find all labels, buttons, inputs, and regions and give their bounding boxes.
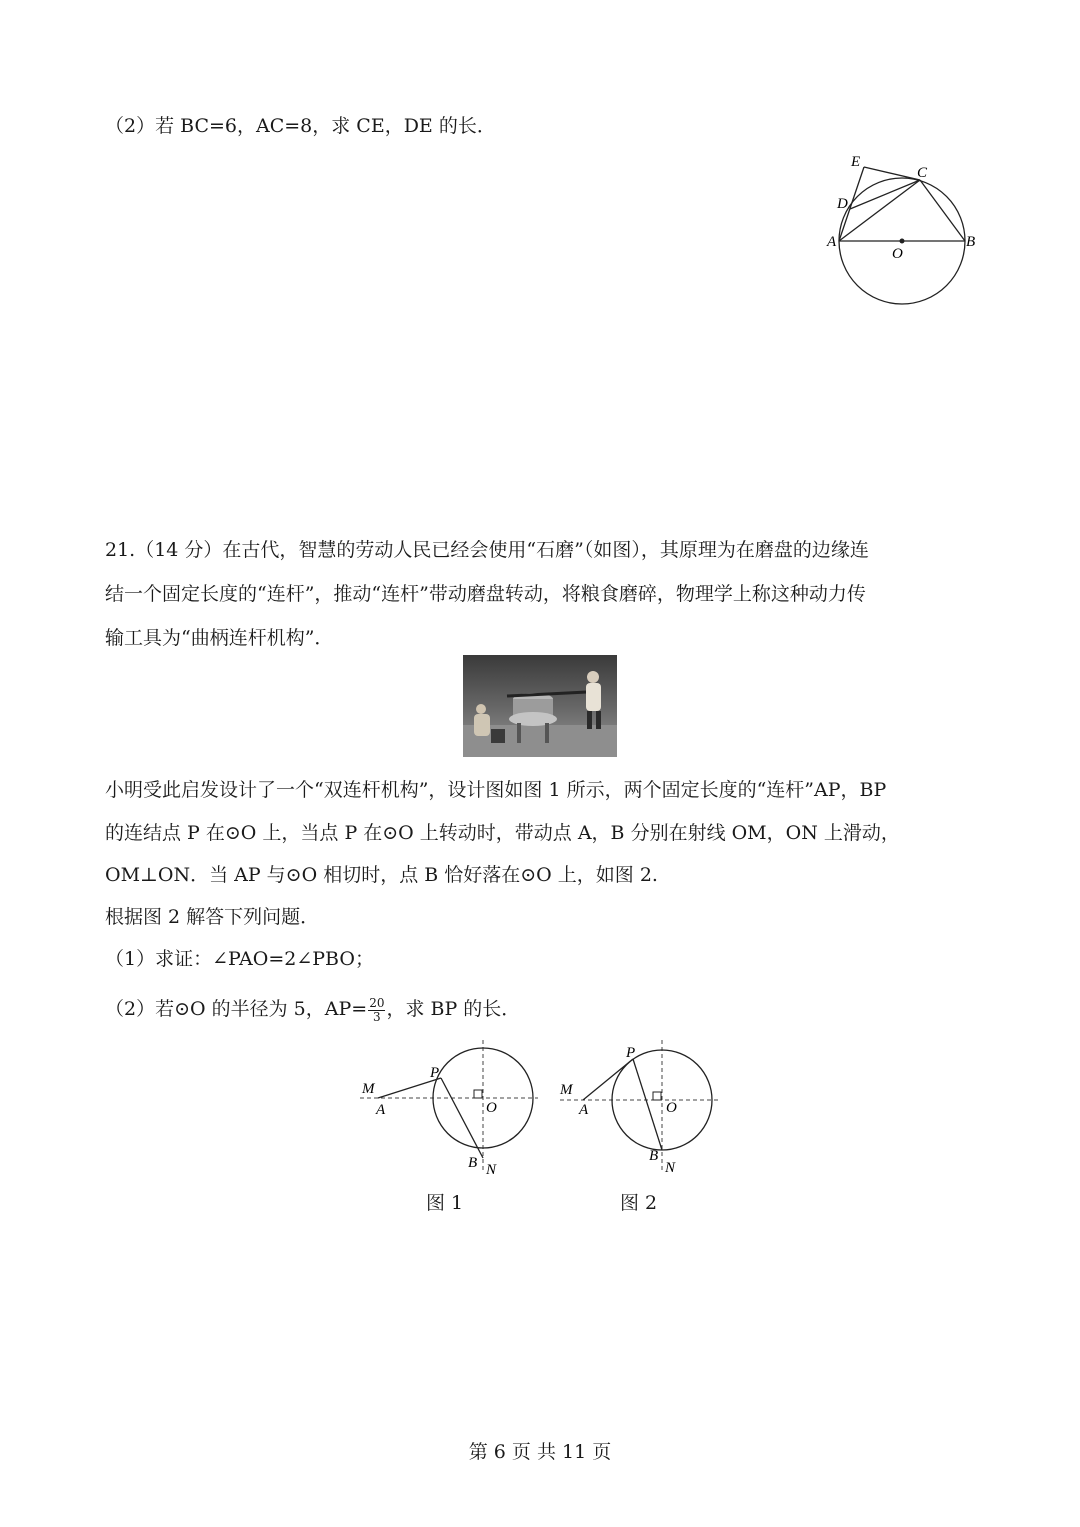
caption-figure-2: 图 2: [620, 1192, 658, 1214]
q21-part1: （1）求证：∠PAO=2∠PBO；: [105, 948, 374, 970]
rod-ap: [583, 1059, 633, 1100]
q21-part2-before: （2）若⊙O 的半径为 5，AP=: [105, 998, 368, 1020]
segment-cb: [920, 180, 965, 241]
fraction-numerator: 20: [369, 995, 385, 1010]
label-m: M: [560, 1082, 573, 1098]
figure-2: [555, 1040, 725, 1180]
page-footer: 第 6 页 共 11 页: [468, 1441, 612, 1463]
label-p: P: [626, 1045, 636, 1061]
center-point: [900, 239, 905, 244]
label-d: D: [837, 196, 848, 212]
q20-circle-figure: [820, 148, 990, 308]
fraction-20-3: [368, 997, 385, 1024]
label-b: B: [966, 234, 976, 250]
figure-1: [355, 1040, 545, 1180]
q21-body-line-2: 的连结点 P 在⊙O 上，当点 P 在⊙O 上转动时，带动点 A，B 分别在射线 OM，ON 上滑动，: [105, 822, 900, 844]
q21-body-line-3: OM⊥ON．当 AP 与⊙O 相切时，点 B 恰好落在⊙O 上，如图 2.: [105, 864, 658, 886]
q20-part2-text: （2）若 BC=6，AC=8，求 CE，DE 的长．: [105, 115, 496, 137]
label-p: P: [430, 1065, 440, 1081]
label-a: A: [376, 1102, 386, 1118]
segment-ec: [864, 167, 920, 180]
caption-figure-1: 图 1: [426, 1192, 464, 1214]
q21-intro-line-3: 输工具为“曲柄连杆机构”．: [105, 627, 334, 649]
right-angle-mark: [474, 1090, 482, 1098]
label-e: E: [851, 154, 861, 170]
label-o: O: [486, 1100, 497, 1116]
label-a: A: [579, 1102, 589, 1118]
segment-ac: [839, 180, 920, 241]
stone-mill-photo: [463, 655, 617, 757]
label-m: M: [362, 1081, 375, 1097]
q21-intro-line-2: 结一个固定长度的“连杆”，推动“连杆”带动磨盘转动，将粮食磨碎，物理学上称这种动力传: [105, 583, 866, 605]
q21-body-line-4: 根据图 2 解答下列问题．: [105, 906, 320, 928]
label-o: O: [892, 246, 903, 262]
label-c: C: [917, 165, 928, 181]
right-angle-mark: [653, 1092, 661, 1100]
label-b: B: [468, 1155, 478, 1171]
label-n: N: [486, 1162, 497, 1178]
fraction-denominator: 3: [373, 1009, 381, 1024]
rod-ap: [378, 1078, 441, 1098]
label-a: A: [827, 234, 837, 250]
rod-bp: [633, 1059, 662, 1150]
label-n: N: [665, 1160, 676, 1176]
q21-part2: [105, 996, 520, 1024]
label-b: B: [649, 1148, 659, 1164]
segment-dc: [850, 180, 920, 209]
q21-body-line-1: 小明受此启发设计了一个“双连杆机构”，设计图如图 1 所示，两个固定长度的“连杆”AP，BP: [105, 779, 887, 801]
label-o: O: [666, 1100, 677, 1116]
q21-intro-line-1: 21.（14 分）在古代，智慧的劳动人民已经会使用“石磨”（如图），其原理为在磨盘的边缘连: [105, 539, 869, 561]
q21-part2-after: ，求 BP 的长．: [386, 998, 521, 1020]
